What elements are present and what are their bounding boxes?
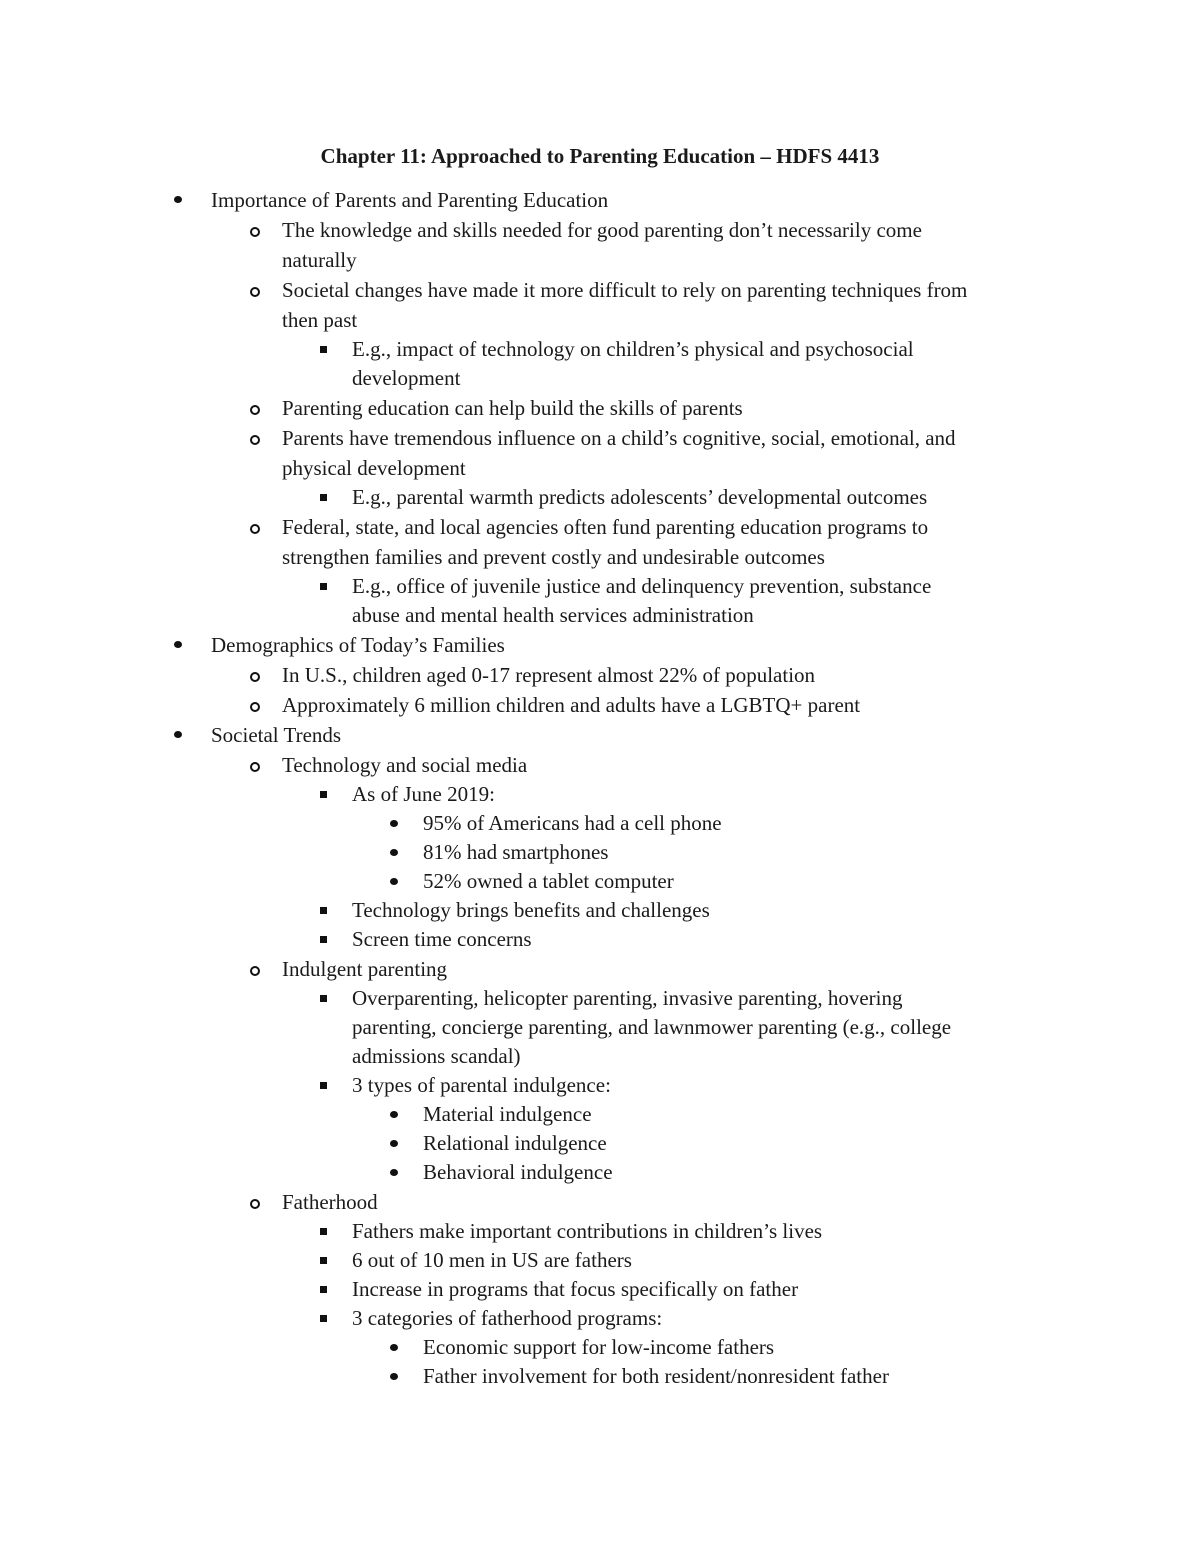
outline-item-level-1 [0, 393, 1200, 423]
outline-item-level-2 [0, 483, 1200, 512]
outline-item-text: parenting, concierge parenting, and lawnmower parenting (e.g., college [352, 1015, 952, 1039]
outline-item-text: 6 out of 10 men in US are fathers [352, 1248, 632, 1272]
bullet-disc-icon [390, 849, 398, 856]
outline-item-level-3 [0, 1129, 1200, 1158]
outline-item-text: Approximately 6 million children and adults have a LGBTQ+ parent [282, 693, 861, 717]
outline-item-level-2 [0, 1304, 1200, 1333]
outline-item-text: 81% had smartphones [423, 840, 609, 864]
outline-item-text: Demographics of Today’s Families [211, 633, 505, 657]
bullet-square-icon [320, 1286, 327, 1293]
outline-item-text: strengthen families and prevent costly and undesirable outcomes [282, 545, 825, 569]
outline-item-text: Overparenting, helicopter parenting, invasive parenting, hovering [352, 986, 903, 1010]
bullet-circle-icon [250, 672, 260, 682]
outline-item-text: E.g., office of juvenile justice and delinquency prevention, substance [352, 574, 932, 598]
outline-item-text: Importance of Parents and Parenting Education [211, 188, 609, 212]
outline-item-level-3 [0, 838, 1200, 867]
bullet-square-icon [320, 1082, 327, 1089]
outline-item-text: admissions scandal) [352, 1044, 521, 1068]
outline-item-text: Parenting education can help build the skills of parents [282, 396, 743, 420]
outline-item-text: The knowledge and skills needed for good parenting don’t necessarily come [282, 218, 922, 242]
outline-item-text: Screen time concerns [352, 927, 532, 951]
outline-item-level-3 [0, 1100, 1200, 1129]
outline-item-level-0 [0, 720, 1200, 750]
outline-item-text: Federal, state, and local agencies often fund parenting education programs to [282, 515, 929, 539]
outline-item-text: physical development [282, 456, 466, 480]
outline-item-text: Fatherhood [282, 1190, 378, 1214]
outline-item-text: development [352, 366, 461, 390]
bullet-square-icon [320, 791, 327, 798]
outline-list [0, 185, 1200, 1391]
outline-item-text: Parents have tremendous influence on a child’s cognitive, social, emotional, and [282, 426, 956, 450]
bullet-disc-icon [390, 1169, 398, 1176]
outline-item-text: 52% owned a tablet computer [423, 869, 674, 893]
outline-item-text: Indulgent parenting [282, 957, 448, 981]
bullet-circle-icon [250, 966, 260, 976]
bullet-square-icon [320, 1315, 327, 1322]
bullet-circle-icon [250, 524, 260, 534]
bullet-circle-icon [250, 762, 260, 772]
bullet-disc-icon [390, 878, 398, 885]
outline-item-level-3 [0, 1362, 1200, 1391]
bullet-square-icon [320, 907, 327, 914]
outline-item-level-2 [0, 572, 1200, 630]
outline-item-level-2 [0, 335, 1200, 393]
outline-item-text: Father involvement for both resident/nonresident father [423, 1364, 889, 1388]
outline-item-level-0 [0, 185, 1200, 215]
bullet-disc-icon [390, 1373, 398, 1380]
bullet-square-icon [320, 583, 327, 590]
outline-item-level-1 [0, 423, 1200, 483]
outline-item-text: 3 types of parental indulgence: [352, 1073, 611, 1097]
outline-item-level-3 [0, 1333, 1200, 1362]
bullet-disc-icon [390, 820, 398, 827]
outline-item-level-2 [0, 1246, 1200, 1275]
outline-item-text: Fathers make important contributions in children’s lives [352, 1219, 823, 1243]
bullet-circle-icon [250, 702, 260, 712]
outline-item-level-1 [0, 690, 1200, 720]
outline-item-text: Increase in programs that focus specifically on father [352, 1277, 799, 1301]
outline-item-level-1 [0, 750, 1200, 780]
outline-item-text: Technology and social media [282, 753, 528, 777]
outline-item-text: E.g., parental warmth predicts adolescents’ developmental outcomes [352, 485, 928, 509]
bullet-square-icon [320, 494, 327, 501]
outline-item-level-1 [0, 954, 1200, 984]
bullet-circle-icon [250, 405, 260, 415]
outline-item-level-2 [0, 925, 1200, 954]
outline-item-level-3 [0, 809, 1200, 838]
outline-item-level-2 [0, 1071, 1200, 1100]
outline-item-text: E.g., impact of technology on children’s physical and psychosocial [352, 337, 914, 361]
outline-item-level-1 [0, 275, 1200, 335]
bullet-square-icon [320, 1257, 327, 1264]
outline-item-text: Relational indulgence [423, 1131, 607, 1155]
bullet-disc-icon [174, 196, 182, 203]
outline-item-text: then past [282, 308, 358, 332]
bullet-square-icon [320, 995, 327, 1002]
bullet-disc-icon [390, 1140, 398, 1147]
document-title: Chapter 11: Approached to Parenting Education – HDFS 4413 [320, 144, 880, 168]
outline-item-level-2 [0, 1217, 1200, 1246]
outline-item-text: Economic support for low-income fathers [423, 1335, 775, 1359]
bullet-circle-icon [250, 435, 260, 445]
outline-item-text: In U.S., children aged 0-17 represent almost 22% of population [282, 663, 816, 687]
bullet-disc-icon [390, 1111, 398, 1118]
bullet-square-icon [320, 936, 327, 943]
outline-item-level-2 [0, 984, 1200, 1071]
outline-item-level-1 [0, 1187, 1200, 1217]
bullet-square-icon [320, 1228, 327, 1235]
outline-item-level-2 [0, 896, 1200, 925]
outline-item-text: Technology brings benefits and challenges [352, 898, 710, 922]
outline-item-level-1 [0, 512, 1200, 572]
outline-item-level-1 [0, 660, 1200, 690]
outline-item-text: abuse and mental health services administration [352, 603, 754, 627]
bullet-circle-icon [250, 287, 260, 297]
bullet-disc-icon [174, 641, 182, 648]
outline-item-level-0 [0, 630, 1200, 660]
outline-item-text: 3 categories of fatherhood programs: [352, 1306, 663, 1330]
bullet-disc-icon [174, 731, 182, 738]
outline-item-text: Material indulgence [423, 1102, 592, 1126]
bullet-square-icon [320, 346, 327, 353]
outline-item-text: naturally [282, 248, 357, 272]
outline-item-text: Societal changes have made it more difficult to rely on parenting techniques from [282, 278, 968, 302]
outline-item-level-2 [0, 780, 1200, 809]
bullet-circle-icon [250, 1199, 260, 1209]
bullet-circle-icon [250, 227, 260, 237]
outline-item-level-3 [0, 1158, 1200, 1187]
outline-item-level-3 [0, 867, 1200, 896]
outline-item-text: 95% of Americans had a cell phone [423, 811, 722, 835]
outline-item-text: Societal Trends [211, 723, 342, 747]
bullet-disc-icon [390, 1344, 398, 1351]
outline-item-level-1 [0, 215, 1200, 275]
outline-item-text: Behavioral indulgence [423, 1160, 613, 1184]
outline-item-level-2 [0, 1275, 1200, 1304]
outline-item-text: As of June 2019: [352, 782, 495, 806]
